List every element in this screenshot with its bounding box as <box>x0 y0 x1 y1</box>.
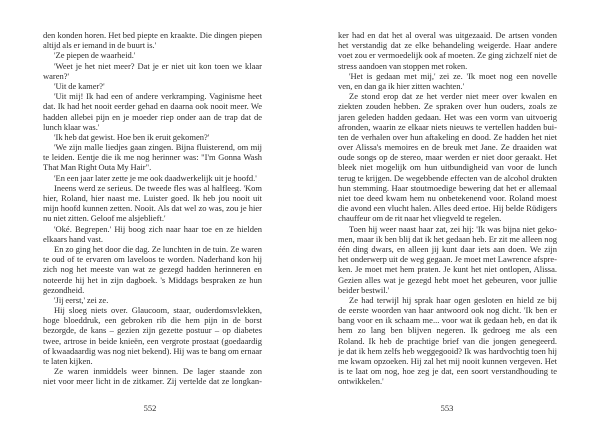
text-line: Ineens werd ze serieus. De tweede fles was al halfleeg. 'Kom <box>54 182 262 193</box>
left-page-text <box>43 30 262 387</box>
text-line: afronden, waarin ze elkaar niets nieuws te vertellen hadden bui- <box>338 121 557 132</box>
text-line: Gezien alles wat je gezegd hebt moet het gebeuren, voor jullie <box>338 274 557 285</box>
right-page-text <box>338 30 557 387</box>
text-line: Ze waren inmiddels weer binnen. De lager staande zon <box>54 366 262 377</box>
text-line: ziekten zouden hebben. Ze spraken over hun ouders, zoals ze <box>338 101 557 112</box>
text-line: ontwikkelen.' <box>338 376 384 387</box>
text-line: 'Ze piepen de waarheid.' <box>54 50 136 61</box>
text-line: niet toe deed kwam hem nu onbetekenend voor. Roland moest <box>338 193 557 203</box>
text-line: het verstandig dat ze elke behandeling weigerde. Haar andere <box>338 40 557 51</box>
text-line: is te laat om nog, hoe zeg je dat, een soort verstandhouding te <box>338 366 557 377</box>
text-line: hem zo lang ben blijven negeren. Ik gedroeg me als een <box>338 325 557 336</box>
text-line: je dat ik hem zelfs heb weggegooid? Ik was hardvochtig toen hij <box>338 345 557 356</box>
text-line: noteerde hij het in zijn dagboek. 's Middags bespraken ze hun <box>43 274 262 285</box>
text-line: ven, en dan ga ik hier zitten wachten.' <box>338 80 465 91</box>
text-line: één ding dwars, en alleen jij kunt daar iets aan doen. We zijn <box>338 243 557 254</box>
text-line: het onderwerp uit de weg gegaan. Je moet met Lawrence afspre- <box>338 254 557 265</box>
text-line: die avond een vlucht halen. Alles deed ertoe. Hij belde Rüdigers <box>338 203 557 214</box>
text-line: hun stemming. Haar stoutmoedige bewering dat het er allemaal <box>338 182 557 193</box>
text-line: zich nog het meeste van wat ze gezegd hadden herinneren en <box>43 264 262 275</box>
text-line: te laten kijken. <box>43 356 93 366</box>
text-line: twee, artrose in beide knieën, een vergrote prostaat (goedaardig <box>43 335 262 346</box>
text-line: 'En een jaar later zette je me ook daadwerkelijk uit je hoofd.' <box>54 172 257 183</box>
text-line: Ze stond erop dat ze het verder niet meer over kwalen en <box>349 91 557 102</box>
text-line: bleek niet mogelijk om hun uitbundigheid van voor de lunch <box>338 162 557 173</box>
text-line: 'Weet je het niet meer? Dat je er niet uit kon toen we klaar <box>54 60 262 71</box>
text-line: hadden allebei pijn en je moeder riep onder aan de trap dat de <box>43 111 262 122</box>
text-line: beider bestwil.' <box>338 284 390 295</box>
text-line: voet zou er vermoedelijk ook af moeten. Ze ging zichzelf niet de <box>338 50 557 61</box>
text-line: bezorgde, de kans – gezien zijn gezette postuur – op diabetes <box>43 325 262 336</box>
text-line: mijn hoofd kunnen zetten. Nooit. Als dat wel zo was, zou je hier <box>43 203 262 214</box>
text-line: over Alissa's memoires en de breuk met Jane. Ze draaiden wat <box>338 142 557 153</box>
text-line: 'Oké. Begrepen.' Hij boog zich naar haar toe en ze hielden <box>54 223 262 234</box>
text-line: den konden horen. Het bed piepte en kraakte. Die dingen piepen <box>43 30 262 40</box>
text-line: te oud of te ervaren om laveloos te worden. Naderhand kon hij <box>43 254 262 265</box>
text-line: de eerste woorden van haar antwoord ook nog dicht. 'Ik ben er <box>338 305 557 316</box>
text-line: dat. Ik had het nooit eerder gehad en daarna ook nooit meer. We <box>43 101 262 112</box>
text-line: jaren geleden hadden gedaan. Het was een vorm van uitvoerig <box>338 111 557 122</box>
text-line: chauffeur om de rit naar het vliegveld te regelen. <box>338 213 502 224</box>
text-line: lunch klaar was.' <box>43 121 100 132</box>
text-line: of kwaadaardig was nog niet bekend). Hij was te bang om ernaar <box>43 345 262 356</box>
text-line: Ze had terwijl hij sprak haar ogen gesloten en hield ze bij <box>349 294 557 305</box>
text-line: me kwam opzoeken. Hij zal het mij nooit kunnen vergeven. Het <box>338 356 557 366</box>
text-line: En zo ging het door die dag. Ze lunchten in de tuin. Ze waren <box>54 243 262 254</box>
text-line: 'We zijn malle liedjes gaan zingen. Bijna fluisterend, om mij <box>54 142 262 153</box>
text-line: 'Jij eerst,' zei ze. <box>54 294 109 305</box>
text-line: elkaars hand vast. <box>43 233 104 244</box>
text-line: Toen hij weer naast haar zat, zei hij: 'Ik was bijna niet geko- <box>349 223 557 234</box>
text-line: That Man Right Outa My Hair". <box>43 162 152 173</box>
text-line: 'Uit mij! Ik had een of andere verkramping. Vaginisme heet <box>54 91 262 102</box>
text-line: Hij sloeg niets over. Glaucoom, staar, ouderdomsvlekken, <box>54 305 262 316</box>
text-line: oude songs op de stereo, maar werden er niet door geraakt. Het <box>338 152 557 163</box>
text-line: te leiden. Eentje die ik me nog herinner was: "I'm Gonna Wash <box>43 152 262 163</box>
text-line: 'Ik heb dat gewist. Hoe ben ik eruit gekomen?' <box>54 131 210 142</box>
page-number-left: 552 <box>143 403 157 413</box>
text-line: bang voor en ik schaam me... voor wat ik gedaan heb, en dat ik <box>338 315 557 326</box>
text-line: hier, Roland, hier naast me. Luister goed. Ik heb jou nooit uit <box>43 193 262 203</box>
text-line: ten de verhalen over hun aftakeling en dood. Ze hadden het niet <box>338 131 557 142</box>
text-line: terug te krijgen. De wegebbende effecten van de alcohol drukten <box>338 172 557 183</box>
text-line: niet voor meer licht in de zitkamer. Zij vertelde dat ze longkan- <box>43 376 262 387</box>
text-line: nu niet zitten. Geloof me alsjeblieft.' <box>43 213 166 224</box>
text-line: ken. Je moet met hem praten. Je kunt het niet ontlopen, Alissa. <box>338 264 557 275</box>
text-line: stress aandoen van stoppen met roken. <box>338 60 468 71</box>
text-line: hoge bloeddruk, een gebroken rib die hem pijn in de borst <box>43 315 262 326</box>
text-line: 'Het is gedaan met mij,' zei ze. 'Ik moet nog een novelle <box>349 70 557 81</box>
text-line: 'Uit de kamer?' <box>54 80 105 91</box>
text-line: Roland. Ik heb de prachtige brief van die jongen genegeerd. <box>338 335 557 346</box>
page-number-right: 553 <box>440 403 454 413</box>
text-line: altijd als er iemand in de buurt is.' <box>43 40 157 51</box>
text-line: gezondheid. <box>43 284 85 295</box>
text-line: men, maar ik ben blij dat ik het gedaan heb. Er zit me alleen nog <box>338 233 557 244</box>
text-line: waren?' <box>43 70 70 81</box>
text-line: ker had en dat het al overal was uitgezaaid. De artsen vonden <box>338 30 557 40</box>
